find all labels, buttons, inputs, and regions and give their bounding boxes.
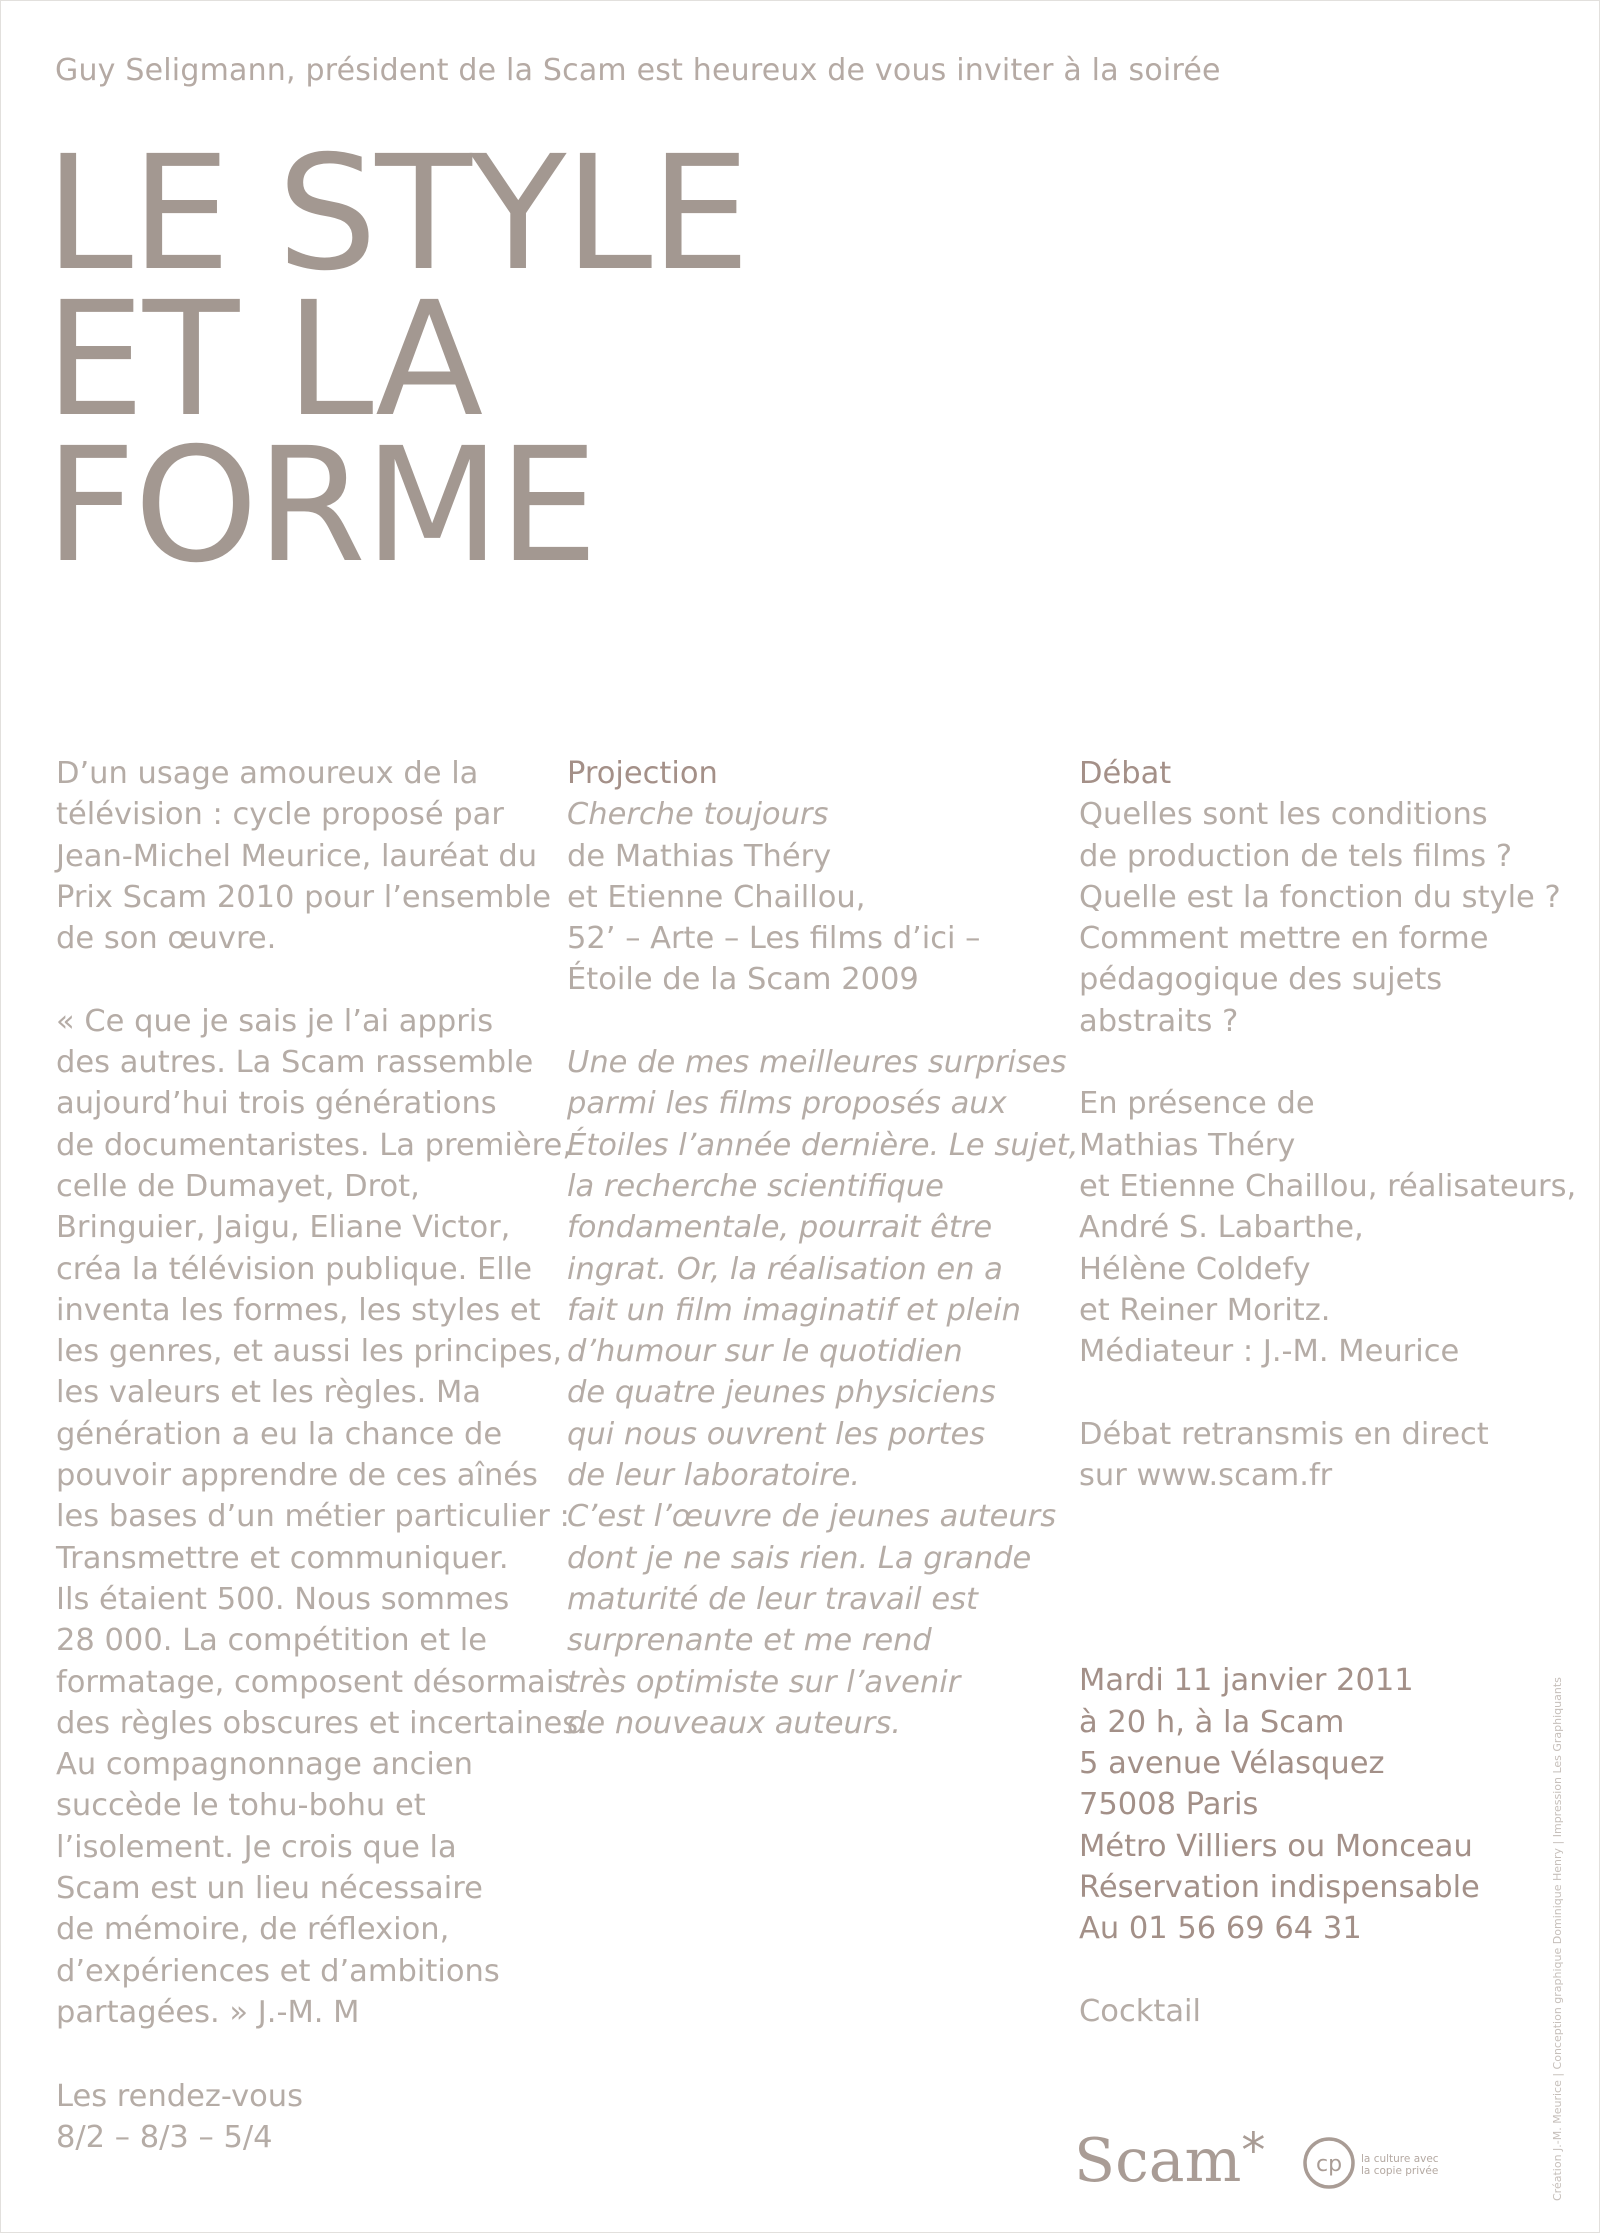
text-line: génération a eu la chance de [56,1416,503,1452]
text-line: Métro Villiers ou Monceau [1079,1828,1473,1864]
text-line: Étoile de la Scam 2009 [567,962,919,998]
text-line: Jean-Michel Meurice, lauréat du [56,838,538,874]
text-line: 52’ – Arte – Les films d’ici – [567,921,981,957]
title-line: ET LA [45,268,482,452]
text-line: des règles obscures et incertaines. [56,1705,588,1741]
text-line: Mardi 11 janvier 2011 [1079,1663,1414,1699]
cycle-column [56,753,588,2033]
text-line: pédagogique des sujets [1079,962,1443,998]
text-line: et Reiner Moritz. [1079,1292,1331,1328]
text-line: les bases d’un métier particulier : [56,1499,570,1535]
text-line: parmi les films proposés aux [567,1086,1007,1122]
text-line: de leur laboratoire. [567,1458,861,1494]
text-line: D’un usage amoureux de la [56,756,479,791]
copie-privee-logo [1301,2135,1357,2191]
text-line: très optimiste sur l’avenir [567,1664,961,1700]
event-details [1079,1660,1569,1949]
text-line: Quelle est la fonction du style ? [1079,879,1561,915]
rendezvous-dates: 8/2 – 8/3 – 5/4 [56,2120,273,2156]
text-line: 75008 Paris [1079,1787,1259,1823]
text-line: à 20 h, à la Scam [1079,1704,1345,1740]
projection-heading: Projection [567,756,718,791]
text-line: Au 01 56 69 64 31 [1079,1911,1362,1947]
text-line: Bringuier, Jaigu, Eliane Victor, [56,1210,511,1246]
text-line: abstraits ? [1079,1003,1239,1039]
text-line: 28 000. La compétition et le [56,1623,487,1659]
debate-heading: Débat [1079,756,1172,791]
text-line: les valeurs et les règles. Ma [56,1375,482,1411]
text-line: Médiateur : J.-M. Meurice [1079,1334,1460,1370]
text-line: d’humour sur le quotidien [567,1334,963,1370]
text-line: de documentaristes. La première, [56,1127,572,1163]
scam-logo [1074,2123,1265,2196]
text-line: « Ce que je sais je l’ai appris [56,1003,494,1039]
scam-logo-star: * [1241,2123,1266,2179]
text-line: Réservation indispensable [1079,1869,1480,1905]
text-line: aujourd’hui trois générations [56,1086,497,1122]
text-line: ingrat. Or, la réalisation en a [567,1251,1003,1287]
text-line: Quelles sont les conditions [1079,797,1488,833]
event-title [45,122,749,598]
broadcast-block [1079,1414,1569,1497]
cp-tagline-line: la copie privée [1361,2165,1439,2177]
text-line: télévision : cycle proposé par [56,797,504,833]
text-line: et Etienne Chaillou, [567,879,866,915]
text-line: les genres, et aussi les principes, [56,1334,563,1370]
text-line: et Etienne Chaillou, réalisateurs, [1079,1168,1577,1204]
participants-block [1079,1083,1577,1372]
text-line: Hélène Coldefy [1079,1251,1311,1287]
text-line: inventa les formes, les styles et [56,1292,541,1328]
invitation-intro: Guy Seligmann, président de la Scam est heureux de vous inviter à la soirée [55,53,1221,88]
text-line: de production de tels films ? [1079,838,1513,874]
text-line: Au compagnonnage ancien [56,1747,473,1783]
film-review [567,1042,1079,1744]
cp-logo-mark: cp [1315,2152,1343,2177]
text-line: formatage, composent désormais [56,1664,571,1700]
text-line: fait un film imaginatif et plein [567,1292,1021,1328]
text-line: Étoiles l’année dernière. Le sujet, [567,1127,1079,1163]
title-line: FORME [45,414,597,598]
text-line: Prix Scam 2010 pour l’ensemble [56,879,551,915]
text-line: l’isolement. Je crois que la [56,1829,457,1865]
text-line: celle de Dumayet, Drot, [56,1168,420,1204]
text-line: Une de mes meilleures surprises [567,1045,1067,1081]
design-credit: Création J.-M. Meurice | Conception graphique Dominique Henry | Impression Les Graphiquants [1551,1677,1564,2201]
projection-block [567,753,1067,1001]
text-line: pouvoir apprendre de ces aînés [56,1458,538,1494]
text-line: Mathias Théry [1079,1127,1296,1163]
debate-column [1079,753,1577,1949]
text-line: Débat retransmis en direct [1079,1416,1489,1452]
text-line: surprenante et me rend [567,1623,932,1659]
text-line: Scam est un lieu nécessaire [56,1871,483,1907]
meurice-quote [56,1001,588,2033]
copie-privee-tagline [1361,2153,1439,2177]
text-line: d’expériences et d’ambitions [56,1953,500,1989]
cp-tagline-line: la culture avec [1361,2153,1439,2165]
text-line: fondamentale, pourrait être [567,1210,993,1246]
text-line: En présence de [1079,1086,1315,1122]
text-line: Transmettre et communiquer. [56,1540,509,1576]
cycle-description [56,753,556,959]
text-line: de nouveaux auteurs. [567,1705,901,1741]
text-line: de mémoire, de réflexion, [56,1912,450,1948]
text-line: de Mathias Théry [567,838,832,874]
text-line: des autres. La Scam rassemble [56,1045,534,1081]
text-line: de quatre jeunes physiciens [567,1375,996,1411]
film-title: Cherche toujours [567,797,829,833]
text-line: sur www.scam.fr [1079,1458,1333,1494]
text-line: 5 avenue Vélasquez [1079,1745,1385,1781]
rendezvous-block [56,2076,303,2159]
text-line: créa la télévision publique. Elle [56,1251,533,1287]
text-line: maturité de leur travail est [567,1581,978,1617]
text-line: Ils étaient 500. Nous sommes [56,1581,510,1617]
cocktail-note: Cocktail [1079,1994,1201,2029]
text-line: la recherche scientifique [567,1168,944,1204]
text-line: dont je ne sais rien. La grande [567,1540,1032,1576]
text-line: partagées. » J.-M. M [56,1994,360,2030]
scam-logo-word: Scam [1074,2126,1242,2196]
text-line: succède le tohu-bohu et [56,1788,426,1824]
text-line: Comment mettre en forme [1079,921,1489,957]
rendezvous-label: Les rendez-vous [56,2079,304,2114]
projection-column [567,753,1079,1744]
title-line: LE STYLE [45,122,749,306]
debate-block [1079,753,1569,1042]
text-line: C’est l’œuvre de jeunes auteurs [567,1499,1057,1535]
text-line: André S. Labarthe, [1079,1210,1364,1246]
text-line: de son œuvre. [56,921,277,957]
text-line: qui nous ouvrent les portes [567,1416,986,1452]
